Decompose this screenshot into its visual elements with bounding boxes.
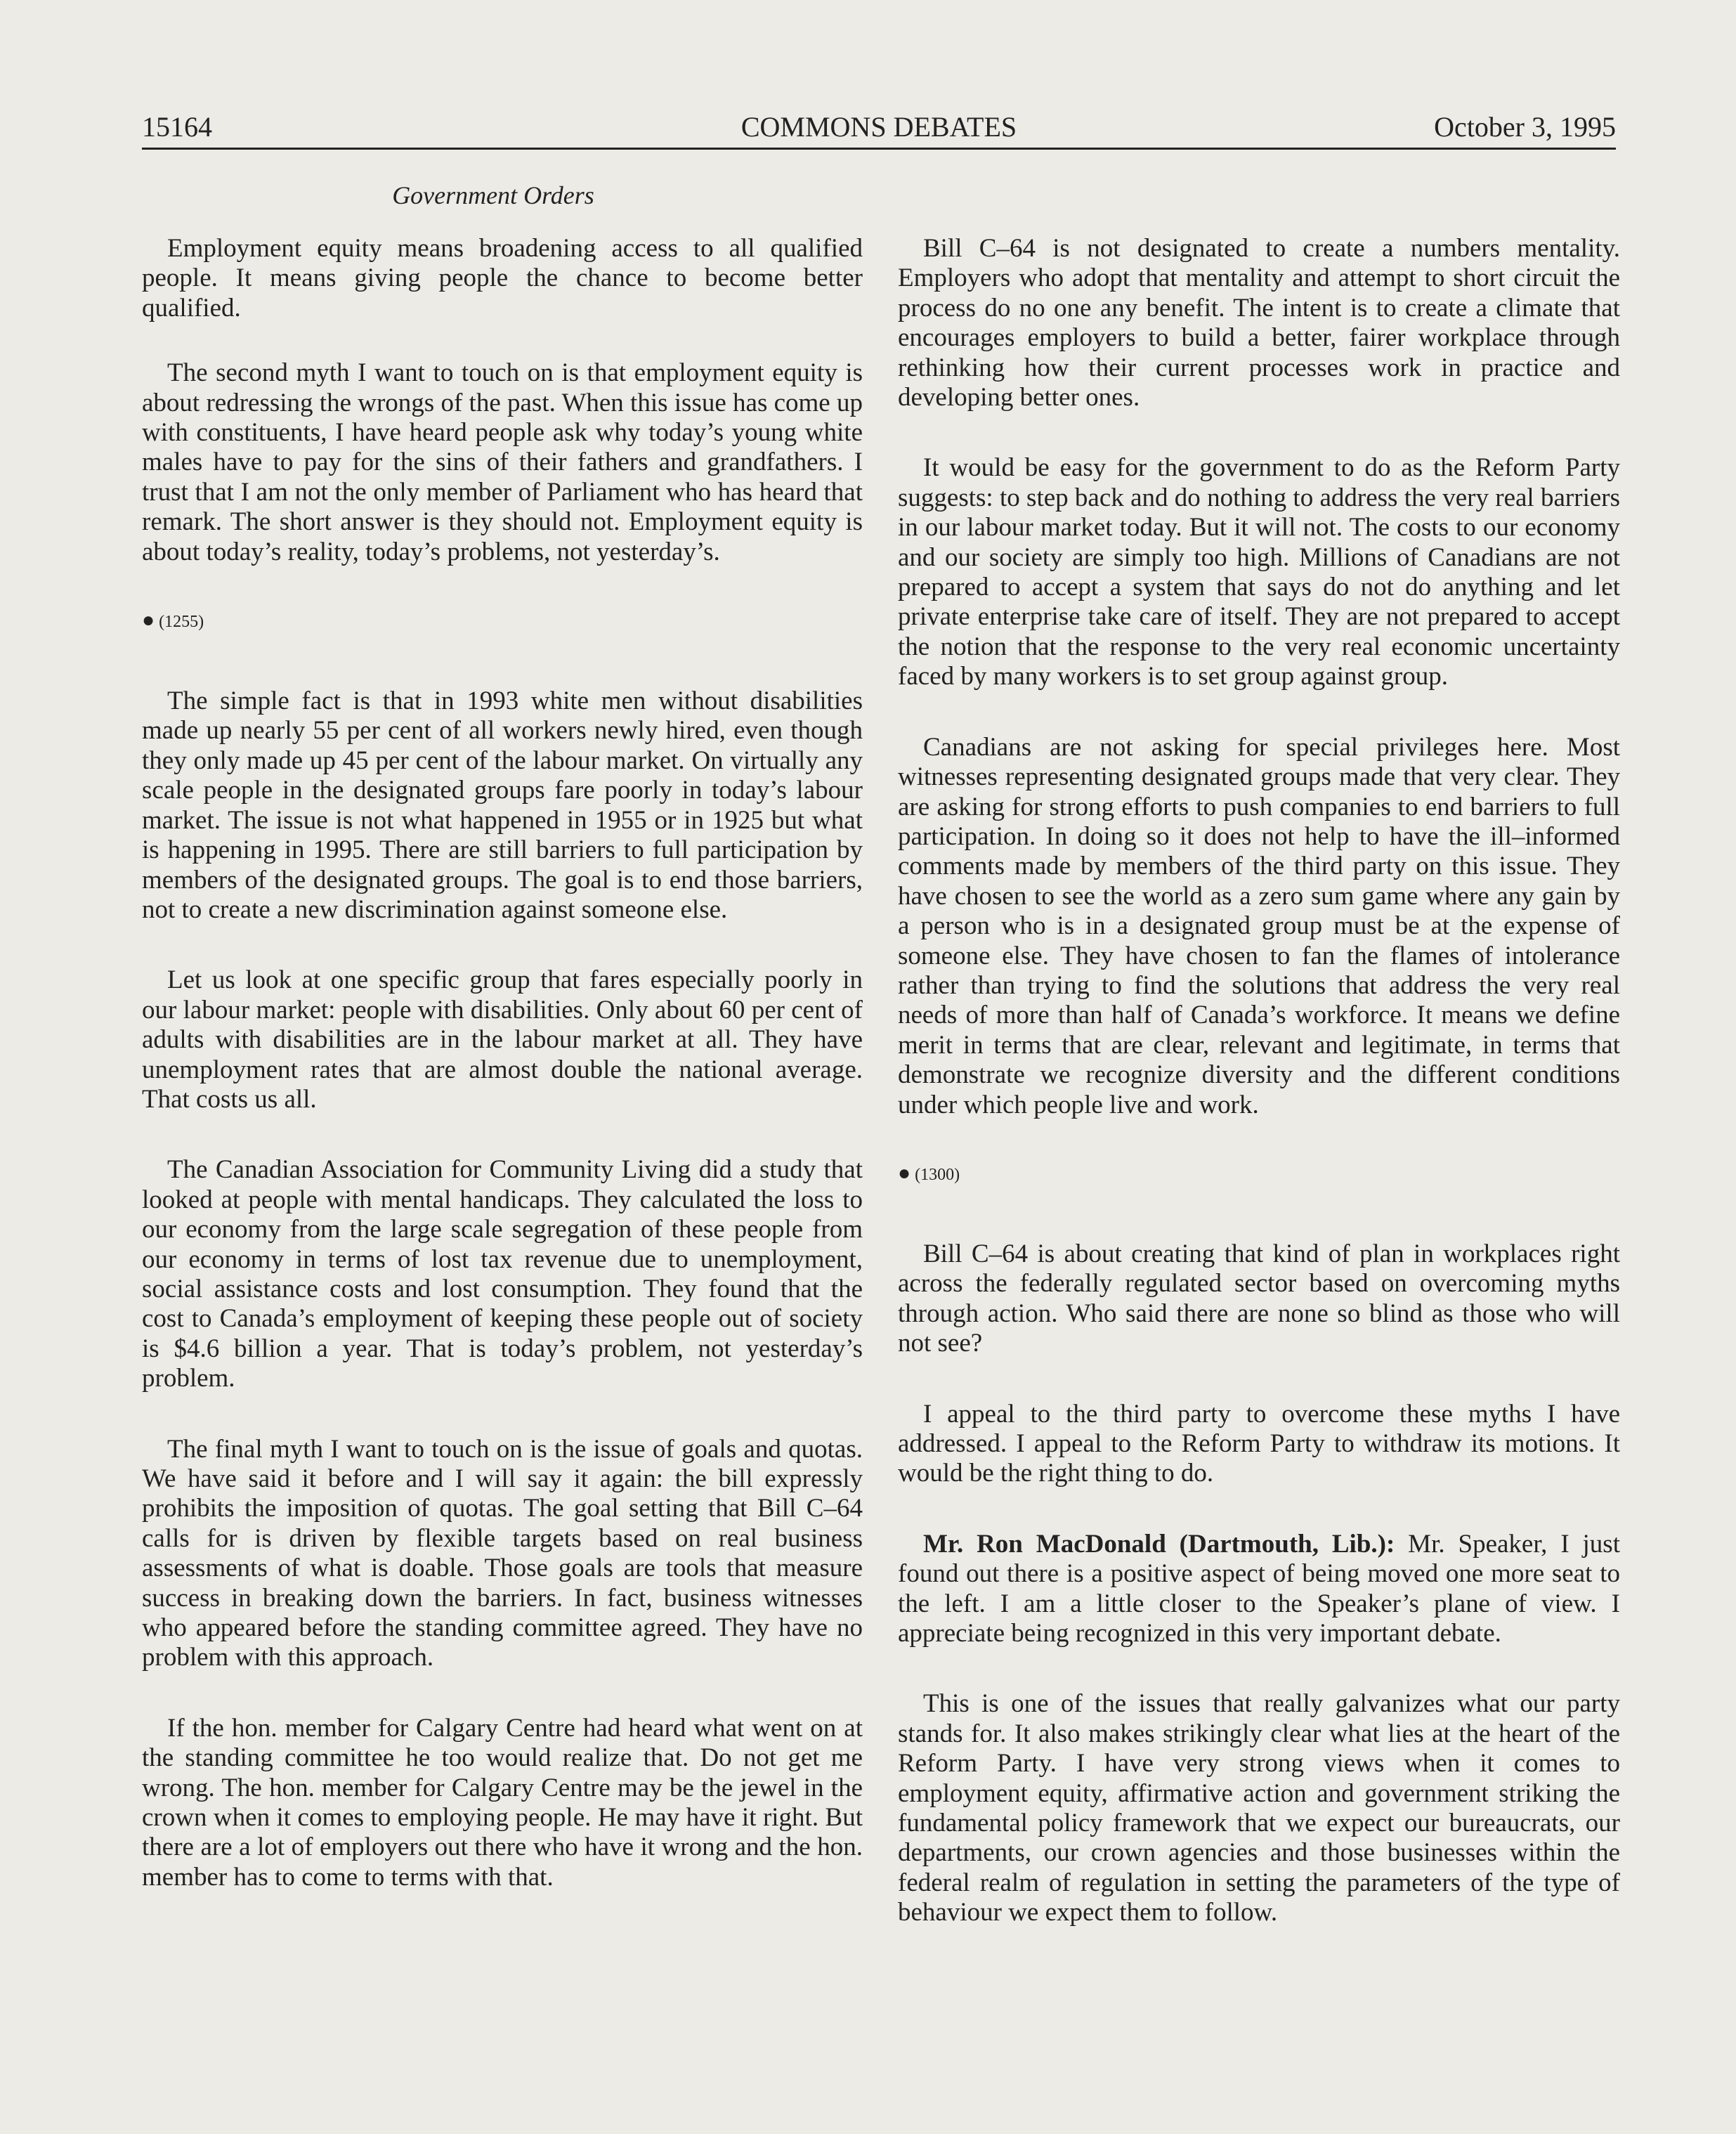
header-rule <box>142 148 1616 150</box>
speaker-name: Mr. Ron MacDonald (Dartmouth, Lib.): <box>923 1529 1395 1559</box>
bullet-icon: ● <box>142 609 155 632</box>
speech-text: Mr. Speaker, I just found out there is a positive aspect of being moved one more seat to the left. I am a little closer to the Speaker’s plane of view. I appreciate being recognized in this very important debate. <box>898 1529 1620 1648</box>
paragraph: It would be easy for the government to do as the Reform Party suggests: to step back and do nothing to address the very real barriers in our labour market today. But it will not. The costs to our economy and our society are simply too high. Millions of Canadians are not prepared to accept a system that says do not do anything and let private enterprise take care of itself. They are not prepared to accept the notion that the response to the very real economic uncertainty faced by many workers is to set group against group. <box>898 453 1620 691</box>
time-marker-label: (1300) <box>915 1165 960 1184</box>
right-column <box>898 234 1620 1969</box>
page-header <box>142 107 1616 148</box>
publication-title: COMMONS DEBATES <box>740 111 1017 143</box>
paragraph: The simple fact is that in 1993 white men without disabilities made up nearly 55 per cent of all workers newly hired, even though they only made up 45 per cent of the labour market. On virtually any scale people in the designated groups fare poorly in today’s labour market. The issue is not what happened in 1955 or in 1925 but what is happening in 1995. There are still barriers to full participation by members of the designated groups. The goal is to end those barriers, not to create a new discrimination against someone else. <box>142 687 863 924</box>
time-marker-label: (1255) <box>159 613 204 632</box>
paragraph: If the hon. member for Calgary Centre had heard what went on at the standing committee he too would realize that. Do not get me wrong. The hon. member for Calgary Centre may be the jewel in the crown when it comes to employing people. He may have it right. But there are a lot of employers out there who have it wrong and the hon. member has to come to terms with that. <box>142 1713 863 1892</box>
paragraph: Let us look at one specific group that fares especially poorly in our labour market: people with disabilities. Only about 60 per cent of adults with disabilities are in the labour market at all. They have unemployment rates that are almost double the national average. That costs us all. <box>142 965 863 1114</box>
paragraph: The final myth I want to touch on is the issue of goals and quotas. We have said it before and I will say it again: the bill expressly prohibits the imposition of quotas. The goal setting that Bill C–64 calls for is driven by flexible targets based on real business assessments of what is doable. Those goals are tools that measure success in breaking down the barriers. In fact, business witnesses who appeared before the standing committee agreed. They have no problem with this approach. <box>142 1434 863 1672</box>
paragraph: I appeal to the third party to overcome these myths I have addressed. I appeal to the Reform Party to withdraw its motions. It would be the right thing to do. <box>898 1399 1620 1488</box>
paragraph: Bill C–64 is about creating that kind of plan in workplaces right across the federally regulated sector based on overcoming myths through action. Who said there are none so blind as those who will not see? <box>898 1239 1620 1358</box>
paragraph: Employment equity means broadening access to all qualified people. It means giving people the chance to become better qualified. <box>142 234 863 323</box>
speech-paragraph <box>898 1530 1620 1649</box>
paragraph: This is one of the issues that really galvanizes what our party stands for. It also makes strikingly clear what lies at the heart of the Reform Party. I have very strong views when it comes to employment equity, affirmative action and government striking the fundamental policy framework that we expect our bureaucrats, our departments, our crown agencies and those businesses within the federal realm of regulation in setting the parameters of the type of behaviour we expect them to follow. <box>898 1689 1620 1927</box>
time-marker <box>898 1161 1620 1188</box>
paragraph: Bill C–64 is not designated to create a numbers mentality. Employers who adopt that mentality and attempt to short circuit the process do no one any benefit. The intent is to create a climate that encourages employers to build a better, fairer workplace through rethinking how their current processes work in practice and developing better ones. <box>898 234 1620 412</box>
paragraph: Canadians are not asking for special privileges here. Most witnesses representing designated groups made that very clear. They are asking for strong efforts to push companies to end barriers to full participation. In doing so it does not help to have the ill–informed comments made by members of the third party on this issue. They have chosen to see the world as a zero sum game where any gain by a person who is in a designated group must be at the expense of someone else. They have chosen to fan the flames of intolerance rather than trying to find the solutions that address the very real needs of more than half of Canada’s workforce. It means we define merit in terms that are clear, relevant and legitimate, in terms that demonstrate we recognize diversity and the different conditions under which people live and work. <box>898 732 1620 1119</box>
paragraph: The Canadian Association for Community Living did a study that looked at people with mental handicaps. They calculated the loss to our economy from the large scale segregation of these people from our economy in terms of lost tax revenue due to unemployment, social assistance costs and lost consumption. They found that the cost to Canada’s employment of keeping these people out of society is $4.6 billion a year. That is today’s problem, not yesterday’s problem. <box>142 1155 863 1393</box>
publication-date: October 3, 1995 <box>1434 111 1616 143</box>
bullet-icon: ● <box>898 1161 911 1185</box>
left-column <box>142 234 863 1933</box>
paragraph: The second myth I want to touch on is that employment equity is about redressing the wrongs of the past. When this issue has come up with constituents, I have heard people ask why today’s young white males have to pay for the sins of their fathers and grandfathers. I trust that I am not the only member of Parliament who has heard that remark. The short answer is they should not. Employment equity is about today’s reality, today’s problems, not yesterday’s. <box>142 358 863 566</box>
section-title: Government Orders <box>392 181 594 209</box>
page-number: 15164 <box>142 111 212 143</box>
time-marker <box>142 608 863 635</box>
